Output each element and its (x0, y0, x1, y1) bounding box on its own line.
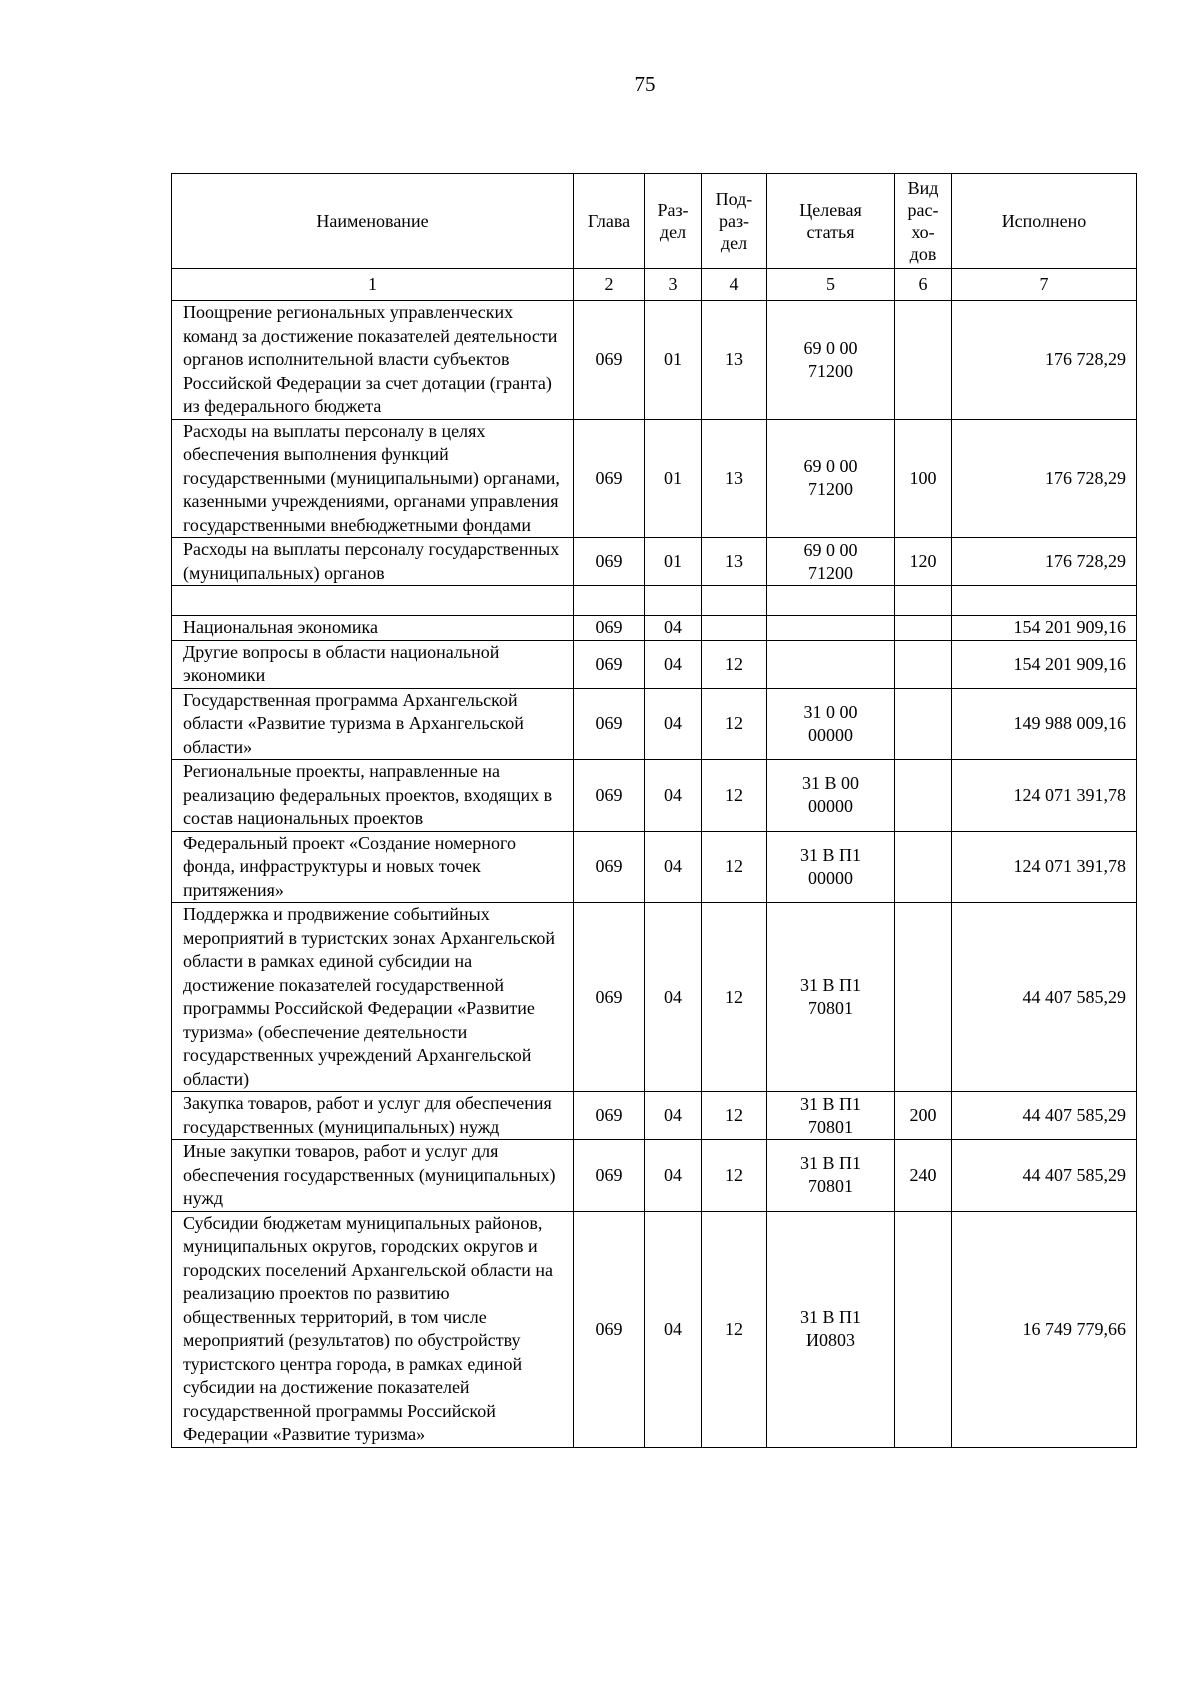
table-row (172, 1092, 1137, 1140)
row-podrazdel: 12 (702, 1140, 767, 1212)
row-tselevaya-statya: 31 В П1 И0803 (767, 1211, 895, 1447)
row-amount: 154 201 909,16 (952, 640, 1137, 688)
header-glava: Глава (574, 174, 645, 269)
row-tselevaya-statya: 69 0 00 71200 (767, 301, 895, 420)
row-glava: 069 (574, 1211, 645, 1447)
row-podrazdel: 12 (702, 760, 767, 832)
row-glava: 069 (574, 688, 645, 760)
table-row (172, 831, 1137, 903)
row-amount: 176 728,29 (952, 301, 1137, 420)
row-tselevaya-statya: 31 0 00 00000 (767, 688, 895, 760)
table-row (172, 616, 1137, 641)
row-tselevaya-statya (767, 640, 895, 688)
row-amount (952, 586, 1137, 616)
row-glava: 069 (574, 301, 645, 420)
row-razdel: 04 (645, 688, 702, 760)
row-tselevaya-statya: 31 В 00 00000 (767, 760, 895, 832)
row-razdel: 01 (645, 538, 702, 586)
row-name: Федеральный проект «Создание номерного фонда, инфраструктуры и новых точек притяжения» (172, 831, 574, 903)
column-number: 6 (895, 269, 952, 301)
row-glava: 069 (574, 419, 645, 538)
row-razdel: 04 (645, 831, 702, 903)
row-name: Субсидии бюджетам муниципальных районов, муниципальных округов, городских округов и городских поселений Архангельской области на реализацию проектов по развитию общественных территорий, в том числе мероприятий (результатов) по обустройству туристского центра города, в рамках единой субсидии на достижение показателей государственной программы Российской Федерации «Развитие туризма» (172, 1211, 574, 1447)
row-amount: 124 071 391,78 (952, 831, 1137, 903)
row-vid-raskhodov (895, 640, 952, 688)
row-podrazdel: 13 (702, 301, 767, 420)
row-razdel: 04 (645, 640, 702, 688)
row-tselevaya-statya: 69 0 00 71200 (767, 419, 895, 538)
row-podrazdel: 12 (702, 1092, 767, 1140)
row-tselevaya-statya: 31 В П1 70801 (767, 903, 895, 1092)
row-tselevaya-statya: 69 0 00 71200 (767, 538, 895, 586)
row-name: Поощрение региональных управленческих команд за достижение показателей деятельности органов исполнительной власти субъектов Российской Федерации за счет дотации (гранта) из федерального бюджета (172, 301, 574, 420)
row-podrazdel: 13 (702, 538, 767, 586)
budget-table (171, 173, 1137, 1448)
row-vid-raskhodov (895, 301, 952, 420)
row-glava: 069 (574, 640, 645, 688)
row-vid-raskhodov: 240 (895, 1140, 952, 1212)
row-razdel: 04 (645, 760, 702, 832)
row-razdel: 01 (645, 419, 702, 538)
row-tselevaya-statya: 31 В П1 70801 (767, 1092, 895, 1140)
row-amount: 16 749 779,66 (952, 1211, 1137, 1447)
row-name: Расходы на выплаты персоналу в целях обеспечения выполнения функций государственными (муниципальными) органами, казенными учреждениями, органами управления государственными внебюджетными фондами (172, 419, 574, 538)
row-podrazdel: 12 (702, 688, 767, 760)
row-vid-raskhodov (895, 616, 952, 641)
row-name: Другие вопросы в области национальной экономики (172, 640, 574, 688)
row-vid-raskhodov (895, 1211, 952, 1447)
row-vid-raskhodov (895, 760, 952, 832)
row-podrazdel: 12 (702, 1211, 767, 1447)
row-razdel: 04 (645, 1140, 702, 1212)
row-glava: 069 (574, 538, 645, 586)
row-vid-raskhodov (895, 586, 952, 616)
row-razdel: 04 (645, 903, 702, 1092)
row-razdel (645, 586, 702, 616)
row-glava: 069 (574, 903, 645, 1092)
column-number: 1 (172, 269, 574, 301)
row-podrazdel: 12 (702, 831, 767, 903)
row-vid-raskhodov (895, 831, 952, 903)
row-vid-raskhodov: 120 (895, 538, 952, 586)
header-ispolneno: Исполнено (952, 174, 1137, 269)
row-razdel: 04 (645, 1092, 702, 1140)
table-row (172, 903, 1137, 1092)
row-name: Региональные проекты, направленные на реализацию федеральных проектов, входящих в состав национальных проектов (172, 760, 574, 832)
row-amount: 176 728,29 (952, 419, 1137, 538)
column-number: 2 (574, 269, 645, 301)
table-row (172, 1140, 1137, 1212)
row-glava: 069 (574, 1092, 645, 1140)
row-name: Государственная программа Архангельской области «Развитие туризма в Архангельской области» (172, 688, 574, 760)
page-number: 75 (634, 72, 656, 96)
row-amount: 44 407 585,29 (952, 1092, 1137, 1140)
row-name: Национальная экономика (172, 616, 574, 641)
table-row (172, 1211, 1137, 1447)
row-name (172, 586, 574, 616)
table-row (172, 538, 1137, 586)
row-glava: 069 (574, 1140, 645, 1212)
row-vid-raskhodov: 200 (895, 1092, 952, 1140)
row-name: Поддержка и продвижение событийных мероприятий в туристских зонах Архангельской области в рамках единой субсидии на достижение показателей государственной программы Российской Федерации «Развитие туризма» (обеспечение деятельности государственных учреждений Архангельской области) (172, 903, 574, 1092)
row-tselevaya-statya: 31 В П1 70801 (767, 1140, 895, 1212)
row-glava: 069 (574, 616, 645, 641)
row-razdel: 04 (645, 616, 702, 641)
table-row (172, 301, 1137, 420)
row-razdel: 01 (645, 301, 702, 420)
row-glava: 069 (574, 760, 645, 832)
row-amount: 124 071 391,78 (952, 760, 1137, 832)
row-vid-raskhodov (895, 688, 952, 760)
row-name: Закупка товаров, работ и услуг для обеспечения государственных (муниципальных) нужд (172, 1092, 574, 1140)
row-amount: 176 728,29 (952, 538, 1137, 586)
row-podrazdel: 12 (702, 903, 767, 1092)
row-name: Иные закупки товаров, работ и услуг для обеспечения государственных (муниципальных) нужд (172, 1140, 574, 1212)
row-tselevaya-statya (767, 616, 895, 641)
table-row (172, 419, 1137, 538)
row-tselevaya-statya: 31 В П1 00000 (767, 831, 895, 903)
row-razdel: 04 (645, 1211, 702, 1447)
table-row (172, 760, 1137, 832)
header-podrazdel: Под- раз- дел (702, 174, 767, 269)
row-amount: 154 201 909,16 (952, 616, 1137, 641)
header-name: Наименование (172, 174, 574, 269)
row-glava (574, 586, 645, 616)
header-tselevaya-statya: Целевая статья (767, 174, 895, 269)
row-podrazdel: 12 (702, 640, 767, 688)
row-vid-raskhodov (895, 903, 952, 1092)
column-number: 4 (702, 269, 767, 301)
row-podrazdel (702, 586, 767, 616)
header-razdel: Раз- дел (645, 174, 702, 269)
column-number: 5 (767, 269, 895, 301)
row-podrazdel: 13 (702, 419, 767, 538)
row-amount: 44 407 585,29 (952, 903, 1137, 1092)
header-row (172, 174, 1137, 269)
table-row (172, 688, 1137, 760)
table-row-blank (172, 586, 1137, 616)
row-vid-raskhodov: 100 (895, 419, 952, 538)
row-tselevaya-statya (767, 586, 895, 616)
column-number: 7 (952, 269, 1137, 301)
table-row (172, 640, 1137, 688)
row-glava: 069 (574, 831, 645, 903)
row-amount: 149 988 009,16 (952, 688, 1137, 760)
column-number: 3 (645, 269, 702, 301)
row-amount: 44 407 585,29 (952, 1140, 1137, 1212)
header-vid-raskhodov: Вид рас- хо- дов (895, 174, 952, 269)
column-number-row (172, 269, 1137, 301)
row-podrazdel (702, 616, 767, 641)
row-name: Расходы на выплаты персоналу государственных (муниципальных) органов (172, 538, 574, 586)
